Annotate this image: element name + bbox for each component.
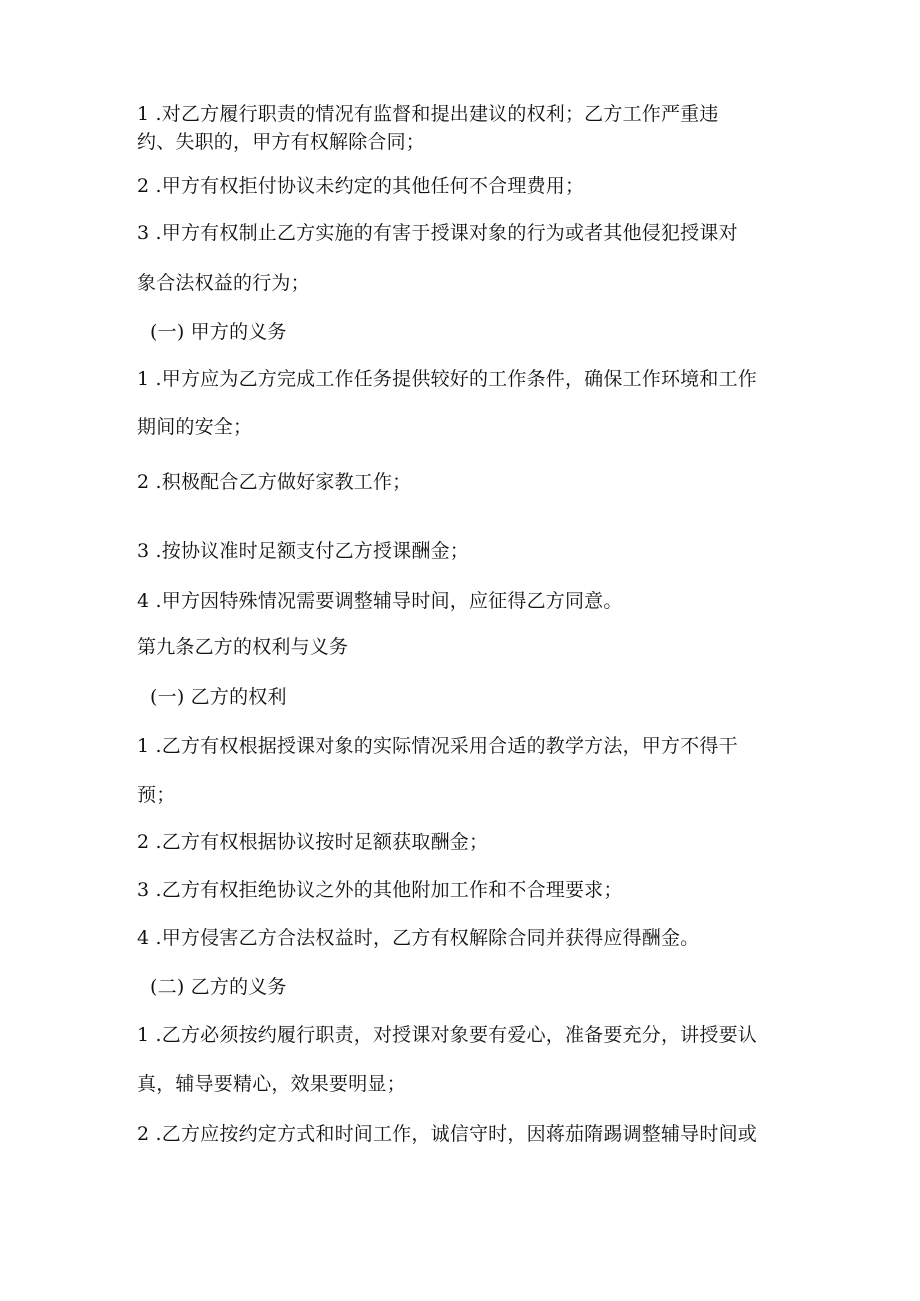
paragraph-line: 1 .对乙方履行职责的情况有监督和提出建议的权利；乙方工作严重违 [137,103,719,125]
paragraph-line: 预； [137,784,176,806]
article-heading: 第九条乙方的权利与义务 [137,636,349,658]
paragraph-line: 期间的安全； [137,416,253,438]
paragraph-line: 3 .甲方有权制止乙方实施的有害于授课对象的行为或者其他侵犯授课对 [137,222,738,244]
paragraph-line: 1 .乙方有权根据授课对象的实际情况采用合适的教学方法，甲方不得干 [137,735,738,757]
paragraph-line: 4 .甲方因特殊情况需要调整辅导时间，应征得乙方同意。 [137,590,623,612]
paragraph-line: 2 .乙方有权根据协议按时足额获取酬金； [137,831,489,853]
paragraph-line: 3 .乙方有权拒绝协议之外的其他附加工作和不合理要求； [137,879,623,901]
paragraph-line: 3 .按协议准时足额支付乙方授课酬金； [137,540,469,562]
paragraph-line: 1 .甲方应为乙方完成工作任务提供较好的工作条件，确保工作环境和工作 [137,368,757,390]
paragraph-line: 2 .积极配合乙方做好家教工作； [137,471,412,493]
section-heading: (一) 乙方的权利 [150,686,287,708]
paragraph-line: 约、失职的，甲方有权解除合同； [137,131,426,153]
section-heading: (一) 甲方的义务 [150,321,287,343]
section-heading: (二) 乙方的义务 [150,976,287,998]
paragraph-line: 4 .甲方侵害乙方合法权益时，乙方有权解除合同并获得应得酬金。 [137,927,700,949]
paragraph-line: 2 .甲方有权拒付协议未约定的其他任何不合理费用； [137,175,585,197]
paragraph-line: 象合法权益的行为； [137,272,310,294]
paragraph-line: 真，辅导要精心，效果要明显； [137,1073,406,1095]
paragraph-line: 2 .乙方应按约定方式和时间工作，诚信守时，因蒋茄隋踢调整辅导时间或 [137,1123,757,1145]
paragraph-line: 1 .乙方必须按约履行职责，对授课对象要有爱心，准备要充分，讲授要认 [137,1024,757,1046]
